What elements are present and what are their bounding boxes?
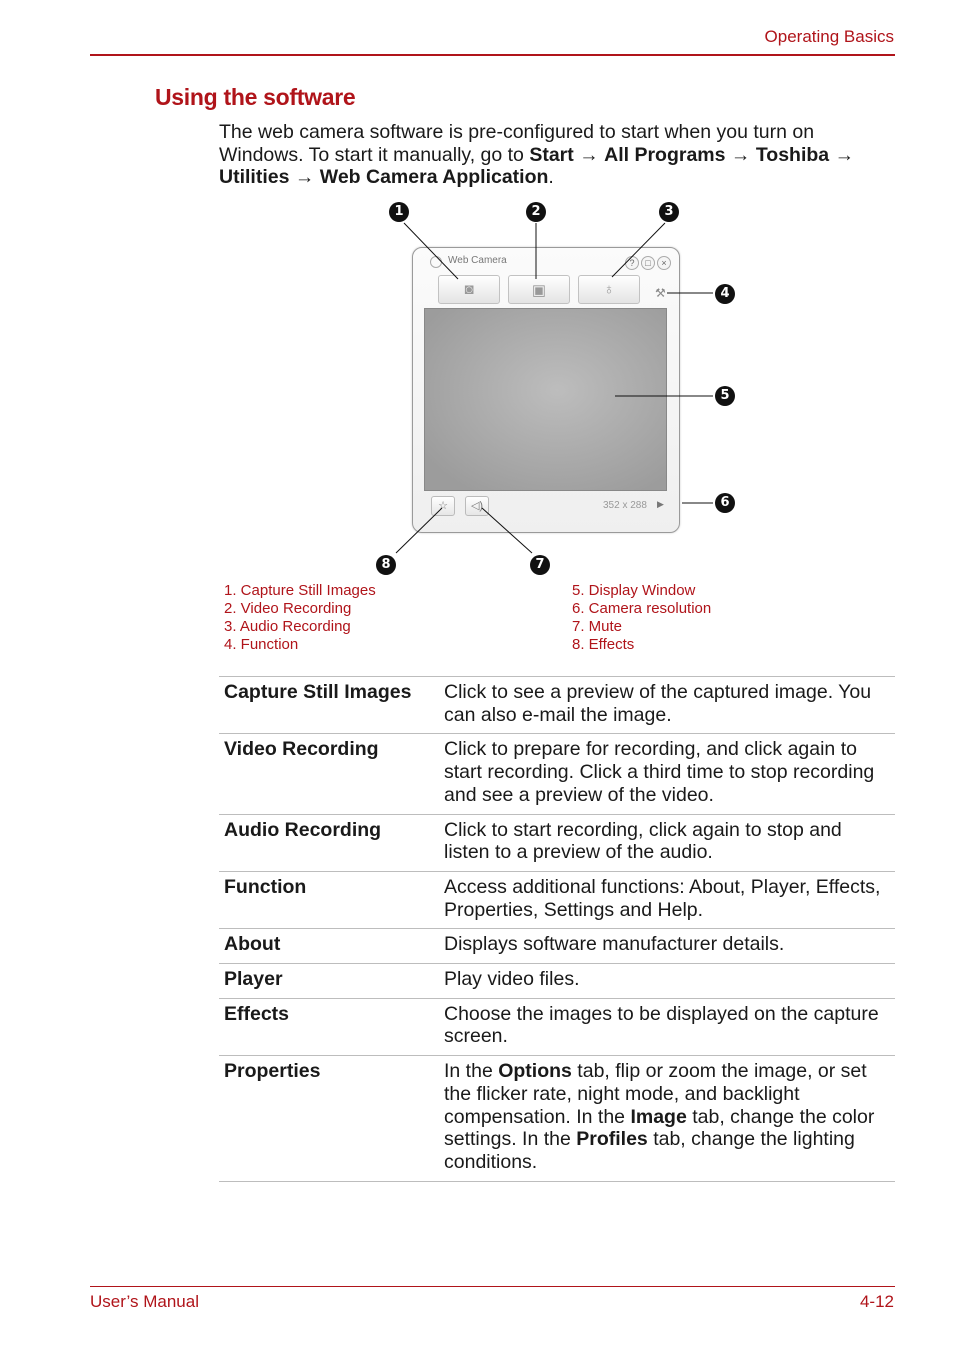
desc-function: Access additional functions: About, Player, Effects, Properties, Settings and Help. [444, 875, 881, 921]
path-utilities: Utilities [219, 166, 290, 189]
window-title: Web Camera [448, 255, 507, 266]
video-recording-button[interactable] [508, 275, 570, 304]
microphone-icon: ♁ [603, 281, 615, 298]
legend-item: 8. Effects [572, 636, 635, 653]
star-icon: ☆ [438, 500, 448, 512]
intro-text: The web camera software is pre-configured to start when you turn on Windows. To start it manually, go to [219, 121, 815, 166]
table-row [219, 928, 895, 963]
legend-item: 5. Display Window [572, 582, 696, 599]
callout-4: 4 [715, 284, 735, 304]
path-start: Start [529, 143, 574, 166]
desc-text: tab, flip or zoom the image, or set the flicker rate, night mode, and backlight compensation. In the [444, 1060, 867, 1128]
table-row [219, 871, 895, 928]
term-function: Function [224, 875, 307, 898]
running-header: Operating Basics [764, 27, 894, 46]
desc-text: tab, change the lighting conditions. [444, 1128, 855, 1173]
desc-bold-options: Options [498, 1060, 572, 1083]
path-toshiba: Toshiba [755, 143, 830, 166]
video-camera-icon: ▣ [531, 282, 547, 299]
path-arrow: → [294, 166, 315, 189]
term-video-recording: Video Recording [224, 738, 379, 761]
callout-6: 6 [715, 493, 735, 513]
camera-icon: ◙ [464, 281, 474, 298]
desc-text: tab, change the color settings. In the [444, 1105, 875, 1151]
desc-text: In the [444, 1060, 499, 1083]
page-number: 4-12 [859, 1292, 894, 1311]
path-arrow: → [579, 143, 599, 166]
resolution-arrow-icon[interactable]: ▶ [657, 499, 664, 509]
table-row [219, 998, 895, 1055]
term-effects: Effects [224, 1002, 290, 1025]
path-web-camera-application: Web Camera Application [319, 166, 549, 189]
help-icon[interactable]: ? [625, 256, 639, 270]
desc-properties [444, 1060, 895, 1174]
callout-1: 1 [389, 202, 409, 222]
app-logo-icon [430, 256, 442, 268]
desc-about: Displays software manufacturer details. [444, 933, 785, 956]
table-row [219, 963, 895, 998]
legend-item: 6. Camera resolution [572, 600, 712, 617]
header-rule [90, 54, 895, 56]
path-all-programs: All Programs [604, 143, 726, 166]
legend-left [224, 582, 376, 654]
desc-player: Play video files. [444, 968, 580, 991]
web-camera-window [412, 247, 680, 533]
effects-button[interactable] [431, 496, 455, 516]
speaker-icon: ◁) [470, 500, 484, 512]
table-row [219, 733, 895, 813]
term-audio-recording: Audio Recording [224, 818, 382, 841]
desc-video-recording: Click to prepare for recording, and click again to start recording. Click a third time to stop recording and see a preview of the video. [444, 738, 875, 806]
legend-item: 4. Function [224, 636, 299, 653]
term-about: About [224, 933, 281, 956]
callout-5: 5 [715, 386, 735, 406]
term-properties: Properties [224, 1060, 321, 1083]
footer-manual-title: User’s Manual [90, 1292, 199, 1311]
legend-item: 2. Video Recording [224, 600, 352, 617]
intro-end: . [548, 166, 554, 189]
desc-capture-still-images: Click to see a preview of the captured image. You can also e-mail the image. [444, 681, 872, 726]
table-row [219, 676, 895, 733]
callout-3: 3 [659, 202, 679, 222]
audio-recording-button[interactable] [578, 275, 640, 304]
camera-resolution[interactable]: 352 x 288 [603, 500, 647, 511]
callout-7: 7 [530, 555, 550, 575]
table-row [219, 814, 895, 871]
close-icon[interactable]: × [657, 256, 671, 270]
legend-right [572, 582, 711, 654]
section-title: Using the software [155, 84, 356, 110]
desc-bold-image: Image [630, 1105, 687, 1128]
legend-item: 1. Capture Still Images [224, 582, 376, 599]
wrench-icon[interactable]: ⚒ [655, 286, 666, 300]
desc-bold-profiles: Profiles [576, 1128, 648, 1151]
desc-audio-recording: Click to start recording, click again to stop and listen to a preview of the audio. [444, 818, 842, 864]
path-arrow: → [730, 143, 751, 166]
legend-item: 7. Mute [572, 618, 623, 635]
desc-effects: Choose the images to be displayed on the capture screen. [444, 1002, 879, 1048]
web-camera-figure [360, 195, 760, 580]
display-window [424, 308, 667, 491]
footer-rule [90, 1286, 895, 1287]
term-player: Player [224, 968, 283, 991]
legend-item: 3. Audio Recording [224, 618, 351, 635]
callout-2: 2 [526, 202, 546, 222]
term-capture-still-images: Capture Still Images [224, 681, 412, 703]
capture-still-images-button[interactable] [438, 275, 500, 304]
table-row [219, 1055, 895, 1182]
path-arrow: → [834, 143, 855, 166]
intro-paragraph [219, 121, 894, 189]
mute-button[interactable] [465, 496, 489, 516]
callout-8: 8 [376, 555, 396, 575]
function-table [219, 676, 895, 1182]
maximize-icon[interactable]: □ [641, 256, 655, 270]
